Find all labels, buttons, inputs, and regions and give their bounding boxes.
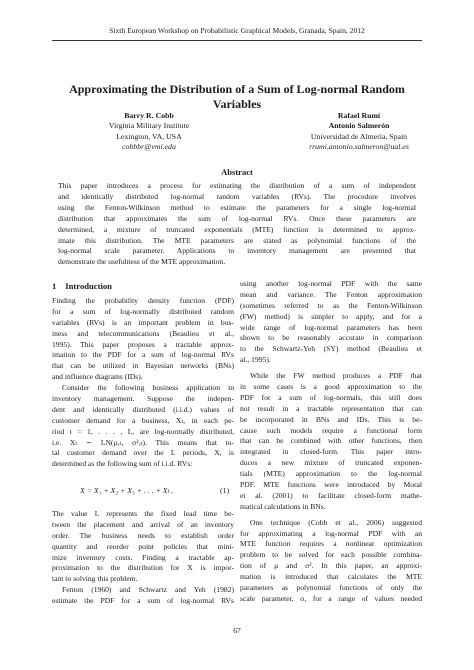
body-line: (FW) method) is simpler to apply, and for a bbox=[240, 311, 422, 321]
body-line: cause such models require a functional form bbox=[240, 425, 422, 435]
body-line: Fenton (1960) and Schwartz and Yeh (1982) bbox=[62, 585, 234, 595]
body-line: One technique (Cobb et al., 2006) suggested bbox=[250, 517, 422, 527]
abstract-line: imate this distribution. The MTE parameters are stated as polynomial functions of the bbox=[58, 235, 416, 245]
body-line: wide range of log-normal parameters has been bbox=[240, 322, 422, 332]
abstract-body bbox=[58, 181, 416, 268]
body-line: variables (RVs) is an important problem in bus- bbox=[52, 317, 234, 327]
abstract-line: determined, a mixture of truncated exponentials (MTE) function is determined to approx- bbox=[58, 224, 416, 234]
body-line: While the FW method produces a PDF that bbox=[250, 371, 422, 381]
body-line: be incorporated in BNs and IDs. This is be- bbox=[240, 414, 422, 424]
paper-title bbox=[40, 82, 434, 111]
body-line: tween the placement and arrival of an inventory bbox=[52, 519, 234, 529]
equation: X = X₁ + X₂ + X₃ + . . . + Xₗ . bbox=[80, 486, 174, 495]
abstract-line: using the Fenton-Wilkinson method to estimate the parameters for a single log-normal bbox=[58, 202, 416, 212]
right-column bbox=[240, 279, 422, 605]
body-line: mean and variance. The Fenton approximation bbox=[240, 289, 422, 299]
body-line: scale parameter, σ, for a range of values needed bbox=[240, 593, 422, 603]
body-line: mize inventory costs. Finding a tractable ap- bbox=[52, 552, 234, 562]
running-header: Sixth European Workshop on Probabilistic Graphical Models, Granada, Spain, 2012 bbox=[109, 26, 365, 35]
body-line: proximation to the distribution for X is impor- bbox=[52, 563, 234, 573]
abstract-line: and identically distributed log-normal random variables (RVs). The procedure involves bbox=[58, 191, 416, 201]
equation-number: (1) bbox=[220, 486, 230, 495]
author-block-2 bbox=[284, 111, 434, 153]
author-name-2: Antonio Salmerón bbox=[328, 121, 390, 131]
body-line: Consider the following business application in bbox=[62, 383, 234, 393]
author-affiliation: Virginia Military Institute bbox=[108, 121, 190, 131]
abstract-heading: Abstract bbox=[221, 167, 253, 177]
page-number: 67 bbox=[233, 626, 241, 635]
body-line: PDF for a sum of log-normals, this still does bbox=[240, 392, 422, 402]
body-line: estimate the PDF for a sum of log-normal RVs bbox=[52, 596, 234, 606]
body-line: not result in a tractable representation that can bbox=[240, 403, 422, 413]
title-line-2: Variables bbox=[212, 96, 262, 111]
author-email: rrumi,antonio.salmeron@ual.es bbox=[309, 142, 409, 152]
body-line: that can be utilized in Bayesian networks (BNs) bbox=[52, 361, 234, 371]
body-line: riod t = 1, . . . , L, are log-normally distributed, bbox=[52, 426, 234, 436]
body-line: order. The business needs to establish order bbox=[52, 530, 234, 540]
body-line: et al. (2001) to facilitate closed-form mathe- bbox=[240, 490, 422, 500]
body-line: using another log-normal PDF with the same bbox=[240, 279, 422, 288]
author-name: Barry R. Cobb bbox=[124, 111, 174, 120]
body-line: problem to be solved for each possible combina- bbox=[240, 550, 422, 560]
body-line: determined as the following sum of i.i.d. RVs: bbox=[52, 459, 193, 469]
body-line: PDF. MTE functions were introduced by Moral bbox=[240, 480, 422, 490]
body-line: mation is introduced that calculates the MTE bbox=[240, 572, 422, 582]
title-line-1: Approximating the Distribution of a Sum of Log-normal Random bbox=[69, 82, 405, 96]
body-line: tant to solving this problem. bbox=[52, 574, 138, 584]
body-line: (sometimes referred to as the Fenton-Wilkinson bbox=[240, 300, 422, 310]
body-line: imation to the PDF for a sum of log-normal RVs bbox=[52, 350, 234, 360]
body-line: matical calculations in BNs. bbox=[240, 501, 326, 511]
body-line: al., 1995). bbox=[240, 355, 271, 365]
body-line: MTE function requires a nonlinear optimization bbox=[240, 539, 422, 549]
body-line: in some cases is a good approximation to the bbox=[240, 382, 422, 392]
abstract-line: demonstrate the usefulness of the MTE approximation. bbox=[58, 257, 226, 267]
section-title: Introduction bbox=[65, 281, 112, 291]
body-line: shown to be reasonably accurate in comparison bbox=[240, 333, 422, 343]
author-block-1 bbox=[84, 111, 214, 153]
body-line: that can be combined with other functions, then bbox=[240, 436, 422, 446]
body-line: tal customer demand over the L periods, X, is bbox=[52, 448, 234, 458]
body-line: duces a new mixture of truncated exponen- bbox=[240, 458, 422, 468]
body-line: tials (MTE) approximation to the log-normal bbox=[240, 469, 422, 479]
section-number: 1 bbox=[52, 281, 57, 291]
body-line: iness and telecommunications (Beaulieu et al., bbox=[52, 328, 234, 338]
body-line: integrated in closed-form. This paper intro- bbox=[240, 447, 422, 457]
abstract-line: log-normal scale parameter. Applications to inventory management are presented that bbox=[58, 246, 416, 256]
body-line: inventory management. Suppose the indepen- bbox=[52, 394, 234, 404]
abstract-line: distribution that approximates the sum of log-normal RVs. Once these parameters are bbox=[58, 213, 416, 223]
left-column-a bbox=[52, 296, 234, 470]
left-column-c bbox=[52, 509, 234, 607]
body-line: 1995). This paper proposes a tractable approx- bbox=[52, 339, 234, 349]
body-line: parameters as polynomial functions of only the bbox=[240, 583, 422, 593]
author-location: Lexington, VA, USA bbox=[116, 131, 182, 141]
body-line: to the Schwartz-Yeh (SY) method (Beaulieu et bbox=[240, 344, 422, 354]
body-line: tion of μ and σ². In this paper, an approxi- bbox=[240, 561, 422, 571]
author-email: cobbbr@vmi.edu bbox=[122, 142, 176, 152]
body-line: quantity and reorder point policies that mini- bbox=[52, 541, 234, 551]
body-line: and influence diagrams (IDs). bbox=[52, 372, 143, 382]
body-line: Finding the probability density function (PDF) bbox=[52, 296, 234, 305]
abstract-line: This paper introduces a process for estimating the distribution of a sum of independent bbox=[58, 181, 416, 190]
body-line: i.e. Xₜ ∼ LN(μₓₜ, σ²ₓₜ). This means that to- bbox=[52, 437, 234, 447]
body-line: The value L represents the fixed lead time be- bbox=[52, 509, 234, 518]
header-rule bbox=[52, 40, 422, 41]
body-line: for approximating a log-normal PDF with an bbox=[240, 528, 422, 538]
body-line: customer demand for a business, Xₜ, in each pe- bbox=[52, 415, 234, 425]
section-heading bbox=[52, 281, 112, 291]
author-name: Rafael Rumí bbox=[337, 111, 381, 120]
author-affiliation: Universidad de Almería, Spain bbox=[310, 131, 408, 141]
body-line: for a sum of log-normally distributed random bbox=[52, 306, 234, 316]
body-line: dent and identically distributed (i.i.d.) values of bbox=[52, 404, 234, 414]
